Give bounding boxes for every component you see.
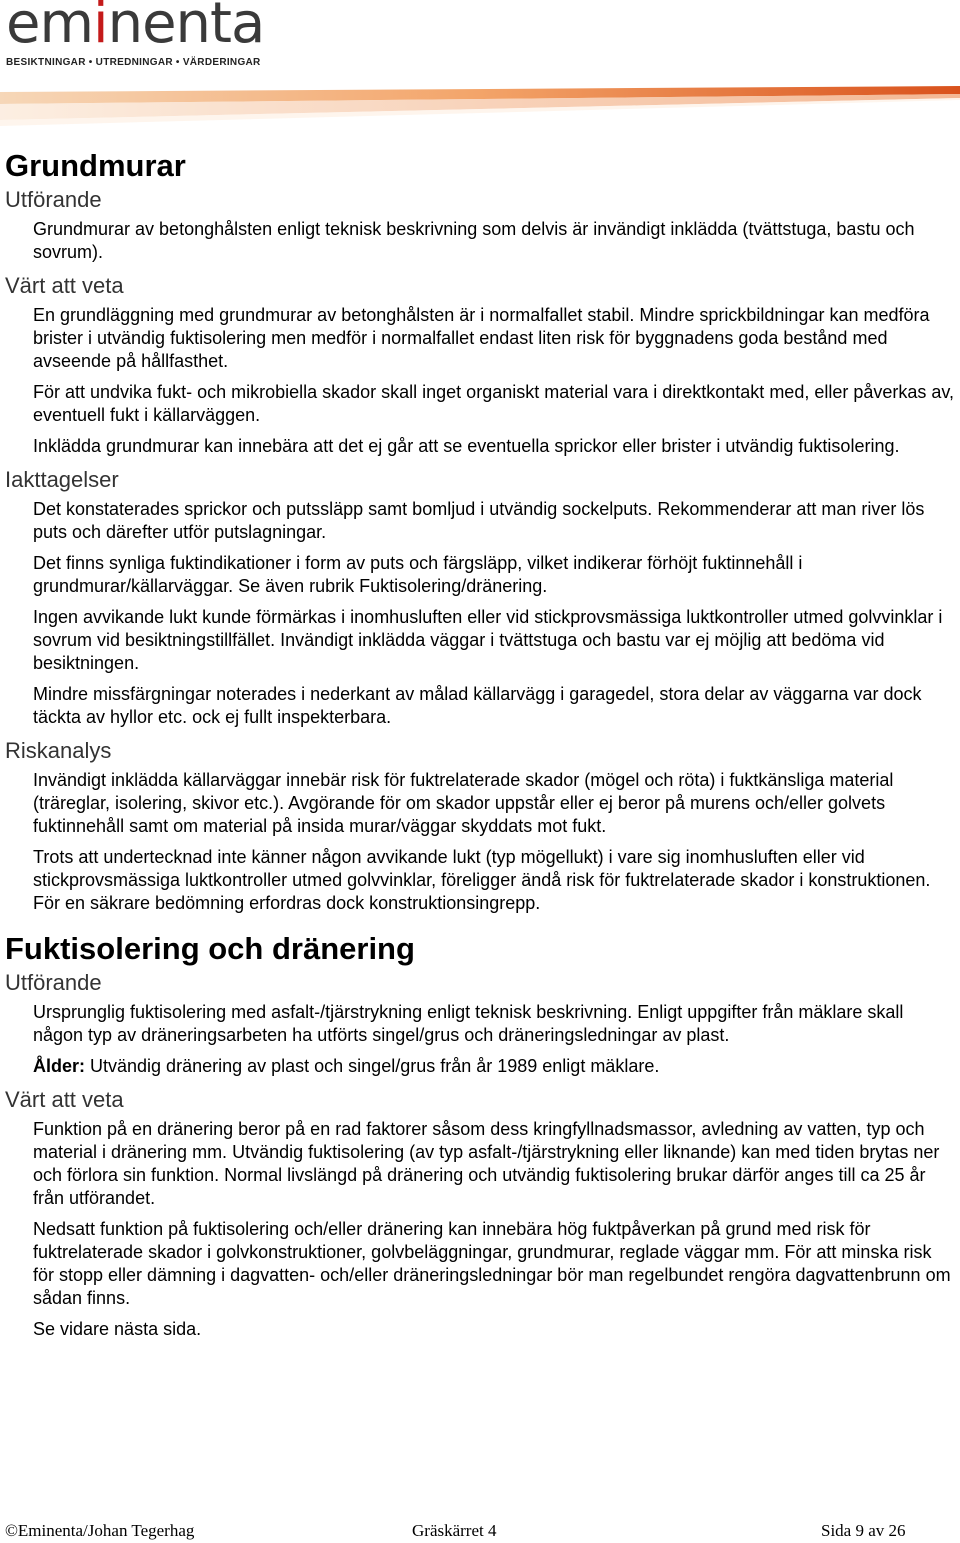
paragraph: Mindre missfärgningar noterades i nederkant av målad källarvägg i garagedel, stora delar av väggarna var dock täckta av hyllor etc. ock ej fullt inspekterbara.	[33, 684, 922, 727]
logo	[6, 0, 265, 72]
alder-paragraph	[33, 1055, 955, 1078]
paragraph: Funktion på en dränering beror på en rad faktorer såsom dess kringfyllnadsmassor, avledning av vatten, typ och material i dränering mm. Utvändig fuktisolering (av typ asfalt-/tjärstrykning eller liknande) kan med tiden brytas ner och förlora sin funktion. Normal livslängd på dränering och utvändig fuktisolering brukar därför anges till ca 25 år från utförandet.	[33, 1119, 940, 1208]
alder-text: Utvändig dränering av plast och singel/grus från år 1989 enligt mäklare.	[85, 1056, 660, 1076]
report-content	[5, 146, 955, 1349]
subheading-iakttagelser: Iakttagelser	[5, 467, 119, 492]
section-title-grundmurar: Grundmurar	[5, 148, 186, 183]
paragraph: En grundläggning med grundmurar av betonghålsten är i normalfallet stabil. Mindre sprickbildningar kan medföra brister i utvändig fuktisolering men medför i normalfallet endast liten risk för byggnadens goda bestånd med avseende på hållfasthet.	[33, 305, 930, 371]
header-banner	[0, 80, 960, 130]
footer-copyright: ©Eminenta/Johan Tegerhag	[5, 1521, 195, 1540]
paragraph: Invändigt inklädda källarväggar innebär risk för fuktrelaterade skador (mögel och röta) i fuktkänsliga material (träreglar, isolering, skivor etc.). Avgörande för om skador uppstår eller ej beror på murens och/eller golvets fuktinnehåll samt om material på insida murar/väggar skyddats mot fukt.	[33, 770, 894, 836]
paragraph: Det finns synliga fuktindikationer i form av puts och färgsläpp, vilket indikerar förhöjt fuktinnehåll i grundmurar/källarväggar. Se även rubrik Fuktisolering/dränering.	[33, 553, 803, 596]
subheading-vart-att-veta: Värt att veta	[5, 273, 124, 298]
paragraph: Inklädda grundmurar kan innebära att det ej går att se eventuella sprickor eller brister i utvändig fuktisolering.	[33, 436, 900, 456]
alder-label: Ålder:	[33, 1056, 86, 1076]
logo-tagline: BESIKTNINGAR • UTREDNINGAR • VÄRDERINGAR	[6, 57, 261, 68]
subheading-utforande: Utförande	[5, 187, 102, 212]
paragraph: Grundmurar av betonghålsten enligt teknisk beskrivning som delvis är invändigt inklädda (tvättstuga, bastu och sovrum).	[33, 219, 915, 262]
paragraph: Se vidare nästa sida.	[33, 1319, 202, 1339]
paragraph: Ingen avvikande lukt kunde förmärkas i inomhusluften eller vid stickprovsmässiga luktkontroller utmed golvvinklar i sovrum vid besiktningstillfället. Invändigt inklädda väggar i tvättstuga och bastu var ej möjlig att bedöma vid besiktningen.	[33, 607, 943, 673]
paragraph: Ursprunglig fuktisolering med asfalt-/tjärstrykning enligt teknisk beskrivning. Enligt uppgifter från mäklare skall någon typ av dräneringsarbeten ha utförts singel/grus och dräneringsledningar av plast.	[33, 1002, 904, 1045]
paragraph: Det konstaterades sprickor och putssläpp samt bomljud i utvändig sockelputs. Rekommenderar att man river lös puts och därefter utför putslagningar.	[33, 499, 925, 542]
paragraph: Nedsatt funktion på fuktisolering och/eller dränering kan innebära hög fuktpåverkan på grund med risk för fuktrelaterade skador i golvkonstruktioner, golvbeläggningar, grundmurar, reglade väggar mm. För att minska risk för stopp eller dämning i dagvatten- och/eller dräneringsledningar bör man regelbundet rengöra dagvattenbrunn om sådan finns.	[33, 1219, 951, 1308]
page-footer	[0, 1521, 960, 1543]
logo-wordmark: eminenta	[6, 0, 265, 56]
subheading-riskanalys: Riskanalys	[5, 738, 112, 763]
paragraph: För att undvika fukt- och mikrobiella skador skall inget organiskt material vara i direktkontakt med, eller påverkas av, eventuell fukt i källarväggen.	[33, 382, 955, 425]
paragraph: Trots att undertecknad inte känner någon avvikande lukt (typ mögellukt) i vare sig inomhusluften eller vid stickprovsmässiga luktkontroller utmed golvvinklar, föreligger ändå risk för fuktrelaterade skador i konstruktionen. För en säkrare bedömning erfordras dock konstruktionsingrepp.	[33, 847, 931, 913]
subheading-vart-att-veta: Värt att veta	[5, 1087, 124, 1112]
footer-address: Gräskärret 4	[412, 1521, 497, 1540]
subheading-utforande: Utförande	[5, 970, 102, 995]
footer-page-number: Sida 9 av 26	[821, 1521, 906, 1540]
section-title-fuktisolering: Fuktisolering och dränering	[5, 931, 415, 966]
